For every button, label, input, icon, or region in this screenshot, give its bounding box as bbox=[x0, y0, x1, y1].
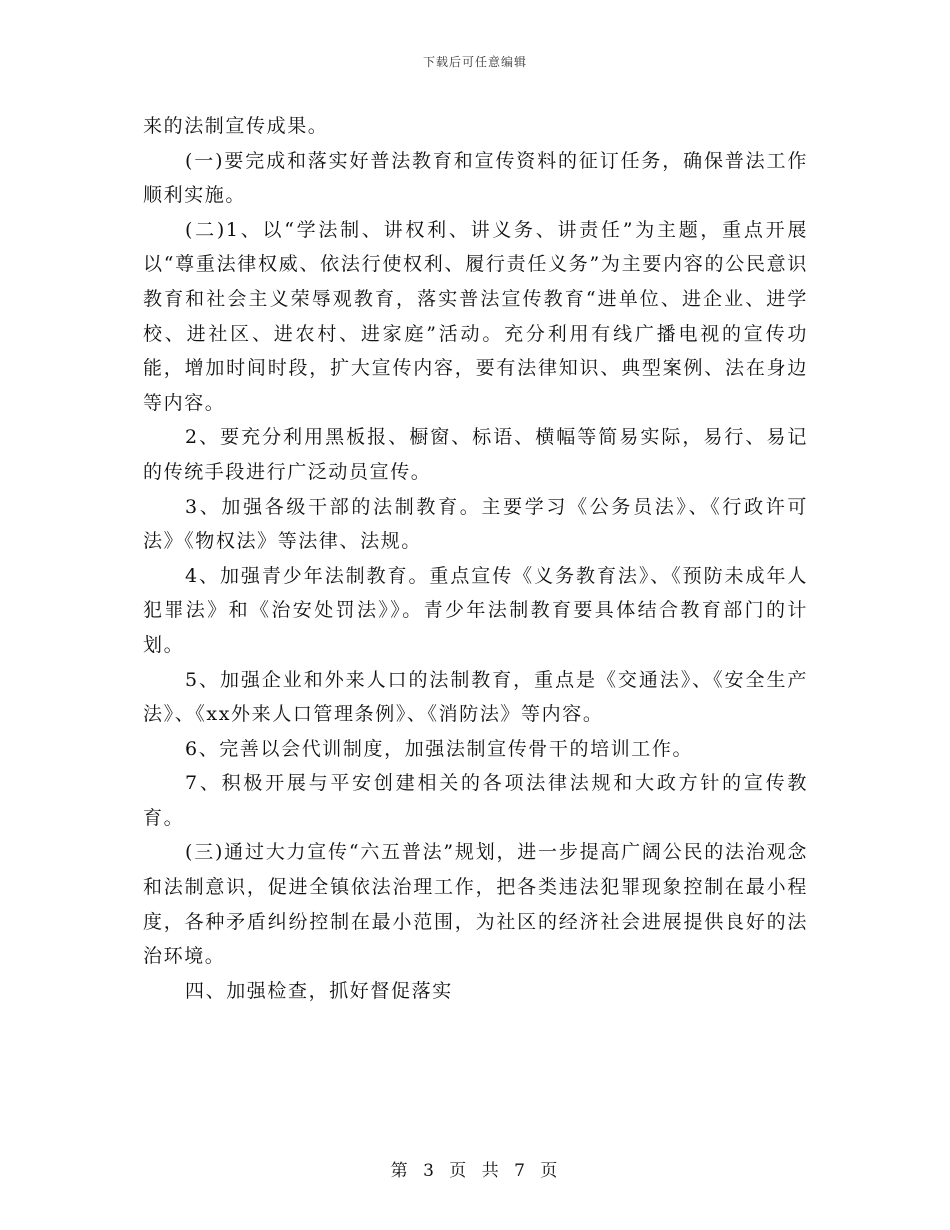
page-footer bbox=[0, 1156, 950, 1181]
paragraph-section-2-item-1: (二)1、以“学法制、讲权利、讲义务、讲责任”为主题，重点开展以“尊重法律权威、依法行使权利、履行责任义务”为主要内容的公民意识教育和社会主义荣辱观教育，落实普法宣传教育“进单位、进企业、进学校、进社区、进农村、进家庭”活动。充分利用有线广播电视的宣传功能，增加时间时段，扩大宣传内容，要有法律知识、典型案例、法在身边等内容。 bbox=[143, 218, 808, 414]
total-pages-number: 7 bbox=[514, 1161, 527, 1181]
paragraph-continuation: 来的法制宣传成果。 bbox=[143, 115, 329, 137]
paragraph-item-4: 4、加强青少年法制教育。重点宣传《义务教育法》、《预防未成年人犯罪法》和《治安处罚法》》。青少年法制教育要具体结合教育部门的计划。 bbox=[143, 564, 808, 656]
paragraph-item-6: 6、完善以会代训制度，加强法制宣传骨干的培训工作。 bbox=[185, 737, 694, 760]
paragraph-item-3: 3、加强各级干部的法制教育。主要学习《公务员法》、《行政许可法》《物权法》等法律、法规。 bbox=[143, 495, 808, 553]
current-page-number: 3 bbox=[423, 1161, 436, 1181]
paragraph-item-5: 5、加强企业和外来人口的法制教育，重点是《交通法》、《安全生产法》、《xx外来人口管理条例》、《消防法》等内容。 bbox=[143, 668, 808, 726]
page-header: 下载后可任意编辑 bbox=[422, 55, 527, 69]
page-label-mid: 页 共 bbox=[449, 1161, 501, 1181]
paragraph-section-3: (三)通过大力宣传“六五普法”规划，进一步提高广阔公民的法治观念和法制意识，促进全镇依法治理工作，把各类违法犯罪现象控制在最小程度，各种矛盾纠纷控制在最小范围，为社区的经济社会进展提供良好的法治环境。 bbox=[143, 841, 808, 968]
paragraph-section-1: (一)要完成和落实好普法教育和宣传资料的征订任务，确保普法工作顺利实施。 bbox=[143, 149, 808, 207]
page-label-suffix: 页 bbox=[540, 1161, 560, 1181]
paragraph-item-7: 7、积极开展与平安创建相关的各项法律法规和大政方针的宣传教育。 bbox=[143, 772, 808, 829]
paragraph-item-2: 2、要充分利用黑板报、橱窗、标语、横幅等简易实际，易行、易记的传统手段进行广泛动员宣传。 bbox=[143, 426, 808, 483]
page-label-prefix: 第 bbox=[390, 1161, 410, 1181]
section-heading-4: 四、加强检查，抓好督促落实 bbox=[185, 979, 453, 1002]
document-body bbox=[143, 109, 808, 1008]
